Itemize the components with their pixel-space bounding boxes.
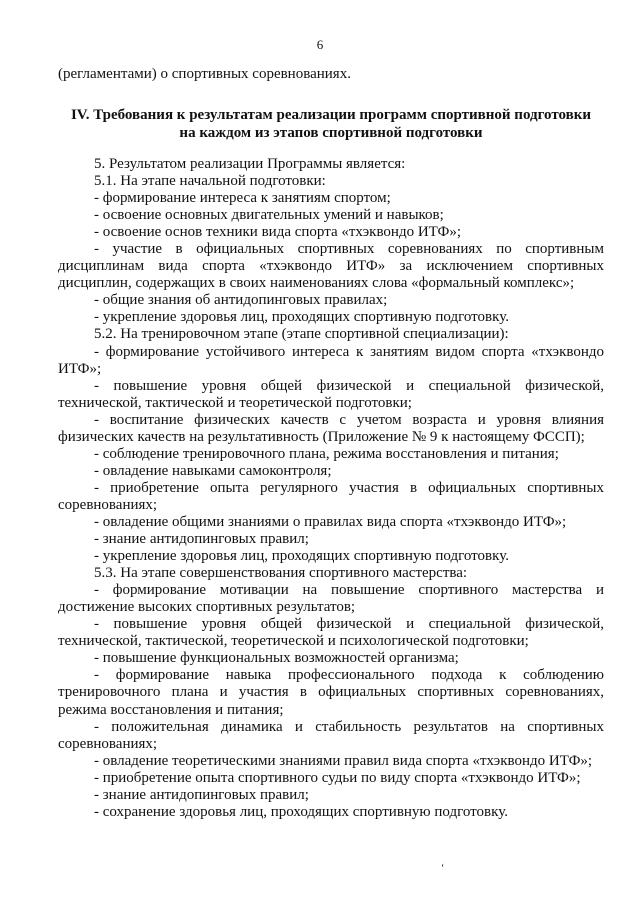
list-item: - овладение навыками самоконтроля; [94, 462, 332, 479]
list-item: - повышение уровня общей физической и специальной физической, технической, тактической и теоретической подготовки; [58, 377, 604, 411]
list-item: - овладение теоретическими знаниями правил вида спорта «тхэквондо ИТФ»; [94, 752, 593, 769]
section-heading [58, 106, 604, 142]
list-item: - освоение основных двигательных умений и навыков; [94, 207, 444, 224]
continuation-text: (регламентами) о спортивных соревнованиях. [58, 66, 351, 82]
paragraph: 5.1. На этапе начальной подготовки: [94, 173, 326, 190]
list-item: - приобретение опыта спортивного судьи по виду спорта «тхэквондо ИТФ»; [94, 769, 581, 786]
section-heading-line-1: IV. Требования к результатам реализации программ спортивной подготовки [70, 107, 592, 123]
list-item: - формирование интереса к занятиям спортом; [94, 190, 391, 207]
list-item: - сохранение здоровья лиц, проходящих спортивную подготовку. [94, 803, 508, 820]
list-item: - формирование мотивации на повышение спортивного мастерства и достижение высоких спортивных результатов; [58, 582, 604, 616]
list-item: - формирование устойчивого интереса к занятиям видом спорта «тхэквондо ИТФ»; [58, 343, 604, 377]
list-item: - знание антидопинговых правил; [94, 786, 309, 803]
list-item: - повышение уровня общей физической и специальной физической, технической, тактической, теоретической и психологической подготовки; [58, 616, 604, 650]
list-item: - повышение функциональных возможностей организма; [94, 650, 459, 667]
paragraph: 5.3. На этапе совершенствования спортивного мастерства: [94, 565, 468, 582]
list-item: - укрепление здоровья лиц, проходящих спортивную подготовку. [94, 309, 509, 326]
list-item: - участие в официальных спортивных соревнованиях по спортивным дисциплинам вида спорта «тхэквондо ИТФ» за исключением спортивных дисциплин, содержащих в своих наименованиях слова «формальный комплекс»; [58, 241, 604, 292]
list-item: - воспитание физических качеств с учетом возраста и уровня влияния физических качеств на результативность (Приложение № 9 к настоящему ФССП); [58, 411, 604, 445]
list-item: - соблюдение тренировочного плана, режима восстановления и питания; [94, 445, 559, 462]
page-number: 6 [316, 37, 324, 52]
list-item: - освоение основ техники вида спорта «тхэквондо ИТФ»; [94, 224, 462, 241]
list-item: - положительная динамика и стабильность результатов на спортивных соревнованиях; [58, 718, 604, 752]
list-item: - знание антидопинговых правил; [94, 531, 309, 548]
list-item: - приобретение опыта регулярного участия в официальных спортивных соревнованиях; [58, 479, 604, 513]
list-item: - овладение общими знаниями о правилах вида спорта «тхэквондо ИТФ»; [94, 513, 567, 530]
paragraph: 5.2. На тренировочном этапе (этапе спортивной специализации): [94, 326, 509, 343]
list-item: - формирование навыка профессионального подхода к соблюдению тренировочного плана и участия в официальных спортивных соревнованиях, режима восстановления и питания; [58, 667, 604, 718]
section-heading-line-2: на каждом из этапов спортивной подготовки [179, 125, 483, 141]
section-body [58, 156, 604, 821]
paragraph: 5. Результатом реализации Программы является: [94, 156, 406, 172]
bottom-mark: ʻ [441, 863, 445, 874]
list-item: - общие знания об антидопинговых правилах; [94, 292, 388, 309]
list-item: - укрепление здоровья лиц, проходящих спортивную подготовку. [94, 548, 509, 565]
